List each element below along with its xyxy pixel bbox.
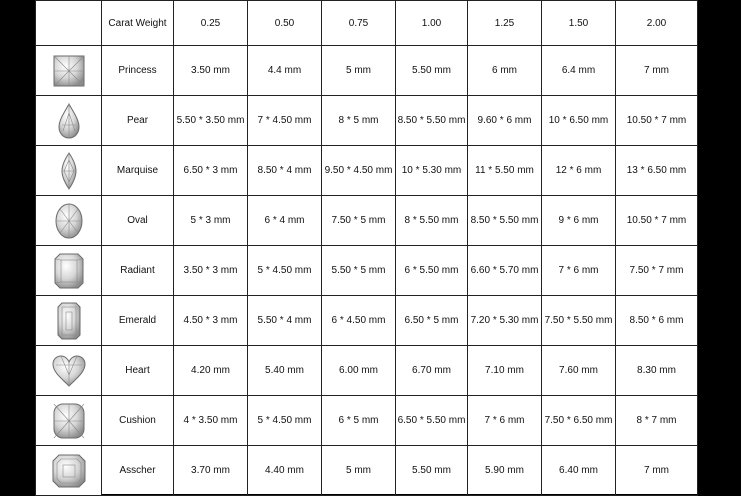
size-cell: 13 * 6.50 mm [616,146,698,196]
shape-image-cell [36,446,102,496]
shape-name: Heart [102,346,174,396]
carat-header: 1.50 [542,1,616,46]
size-cell: 5 * 4.50 mm [248,246,322,296]
shape-image-cell [36,296,102,346]
size-cell: 4 * 3.50 mm [174,396,248,446]
shape-name: Cushion [102,396,174,446]
shape-name: Emerald [102,296,174,346]
size-cell: 6.50 * 5 mm [396,296,468,346]
size-cell: 7.20 * 5.30 mm [468,296,542,346]
oval-diamond-icon [55,203,83,239]
size-cell: 5.90 mm [468,446,542,496]
size-cell: 4.20 mm [174,346,248,396]
shape-row [36,146,698,196]
shape-row [36,346,698,396]
shape-row [36,246,698,296]
shape-name: Marquise [102,146,174,196]
size-cell: 10.50 * 7 mm [616,96,698,146]
size-cell: 8.50 * 5.50 mm [468,196,542,246]
size-cell: 6.00 mm [322,346,396,396]
shape-image-cell [36,396,102,446]
radiant-diamond-icon [54,253,84,289]
size-cell: 7.60 mm [542,346,616,396]
size-cell: 9 * 6 mm [542,196,616,246]
shape-name: Asscher [102,446,174,496]
shape-row [36,46,698,96]
size-cell: 6 mm [468,46,542,96]
asscher-diamond-icon [52,454,86,488]
size-cell: 3.70 mm [174,446,248,496]
size-cell: 7.10 mm [468,346,542,396]
size-cell: 11 * 5.50 mm [468,146,542,196]
carat-size-table [35,0,698,496]
shape-image-cell [36,246,102,296]
size-cell: 7 * 4.50 mm [248,96,322,146]
pear-diamond-icon [58,103,80,139]
shape-name: Pear [102,96,174,146]
shape-row [36,396,698,446]
size-cell: 8 * 5 mm [322,96,396,146]
size-cell: 5.40 mm [248,346,322,396]
carat-header: 0.75 [322,1,396,46]
size-cell: 5.50 * 3.50 mm [174,96,248,146]
size-cell: 4.40 mm [248,446,322,496]
size-cell: 10 * 6.50 mm [542,96,616,146]
size-cell: 5 mm [322,446,396,496]
princess-diamond-icon [52,54,86,88]
size-cell: 6.4 mm [542,46,616,96]
shape-image-cell [36,146,102,196]
shape-image-cell [36,196,102,246]
size-cell: 5 * 4.50 mm [248,396,322,446]
size-cell: 6.70 mm [396,346,468,396]
corner-cell [36,1,102,46]
size-cell: 7 mm [616,446,698,496]
carat-header: 0.25 [174,1,248,46]
diamond-size-chart [35,0,697,494]
size-cell: 3.50 * 3 mm [174,246,248,296]
shape-row [36,296,698,346]
size-cell: 8 * 5.50 mm [396,196,468,246]
size-cell: 10.50 * 7 mm [616,196,698,246]
size-cell: 6 * 5.50 mm [396,246,468,296]
size-cell: 9.50 * 4.50 mm [322,146,396,196]
size-cell: 5 * 3 mm [174,196,248,246]
shape-name: Oval [102,196,174,246]
size-cell: 7 * 6 mm [468,396,542,446]
size-cell: 9.60 * 6 mm [468,96,542,146]
size-cell: 5.50 * 4 mm [248,296,322,346]
cushion-diamond-icon [53,403,85,439]
shape-image-cell [36,96,102,146]
marquise-diamond-icon [61,152,77,190]
size-cell: 6 * 4 mm [248,196,322,246]
size-cell: 8.50 * 4 mm [248,146,322,196]
size-cell: 4.4 mm [248,46,322,96]
size-cell: 5.50 * 5 mm [322,246,396,296]
size-cell: 5.50 mm [396,46,468,96]
size-cell: 6.40 mm [542,446,616,496]
size-cell: 6.60 * 5.70 mm [468,246,542,296]
shape-name: Radiant [102,246,174,296]
size-cell: 12 * 6 mm [542,146,616,196]
carat-weight-label: Carat Weight [102,1,174,46]
header-row [36,1,698,46]
shape-row [36,96,698,146]
shape-image-cell [36,46,102,96]
size-cell: 8.50 * 6 mm [616,296,698,346]
shape-row [36,196,698,246]
size-cell: 6 * 5 mm [322,396,396,446]
size-cell: 7.50 * 5 mm [322,196,396,246]
carat-header: 2.00 [616,1,698,46]
size-cell: 8.30 mm [616,346,698,396]
emerald-diamond-icon [57,302,81,340]
heart-diamond-icon [52,355,86,387]
size-cell: 7 mm [616,46,698,96]
size-cell: 8.50 * 5.50 mm [396,96,468,146]
carat-header: 1.25 [468,1,542,46]
size-cell: 4.50 * 3 mm [174,296,248,346]
carat-header: 1.00 [396,1,468,46]
shape-image-cell [36,346,102,396]
size-cell: 6.50 * 3 mm [174,146,248,196]
size-cell: 5 mm [322,46,396,96]
size-cell: 8 * 7 mm [616,396,698,446]
size-cell: 3.50 mm [174,46,248,96]
size-cell: 7.50 * 6.50 mm [542,396,616,446]
size-cell: 7.50 * 5.50 mm [542,296,616,346]
size-cell: 5.50 mm [396,446,468,496]
size-cell: 7.50 * 7 mm [616,246,698,296]
shape-row [36,446,698,496]
size-cell: 7 * 6 mm [542,246,616,296]
size-cell: 10 * 5.30 mm [396,146,468,196]
size-cell: 6.50 * 5.50 mm [396,396,468,446]
carat-header: 0.50 [248,1,322,46]
size-cell: 6 * 4.50 mm [322,296,396,346]
shape-name: Princess [102,46,174,96]
